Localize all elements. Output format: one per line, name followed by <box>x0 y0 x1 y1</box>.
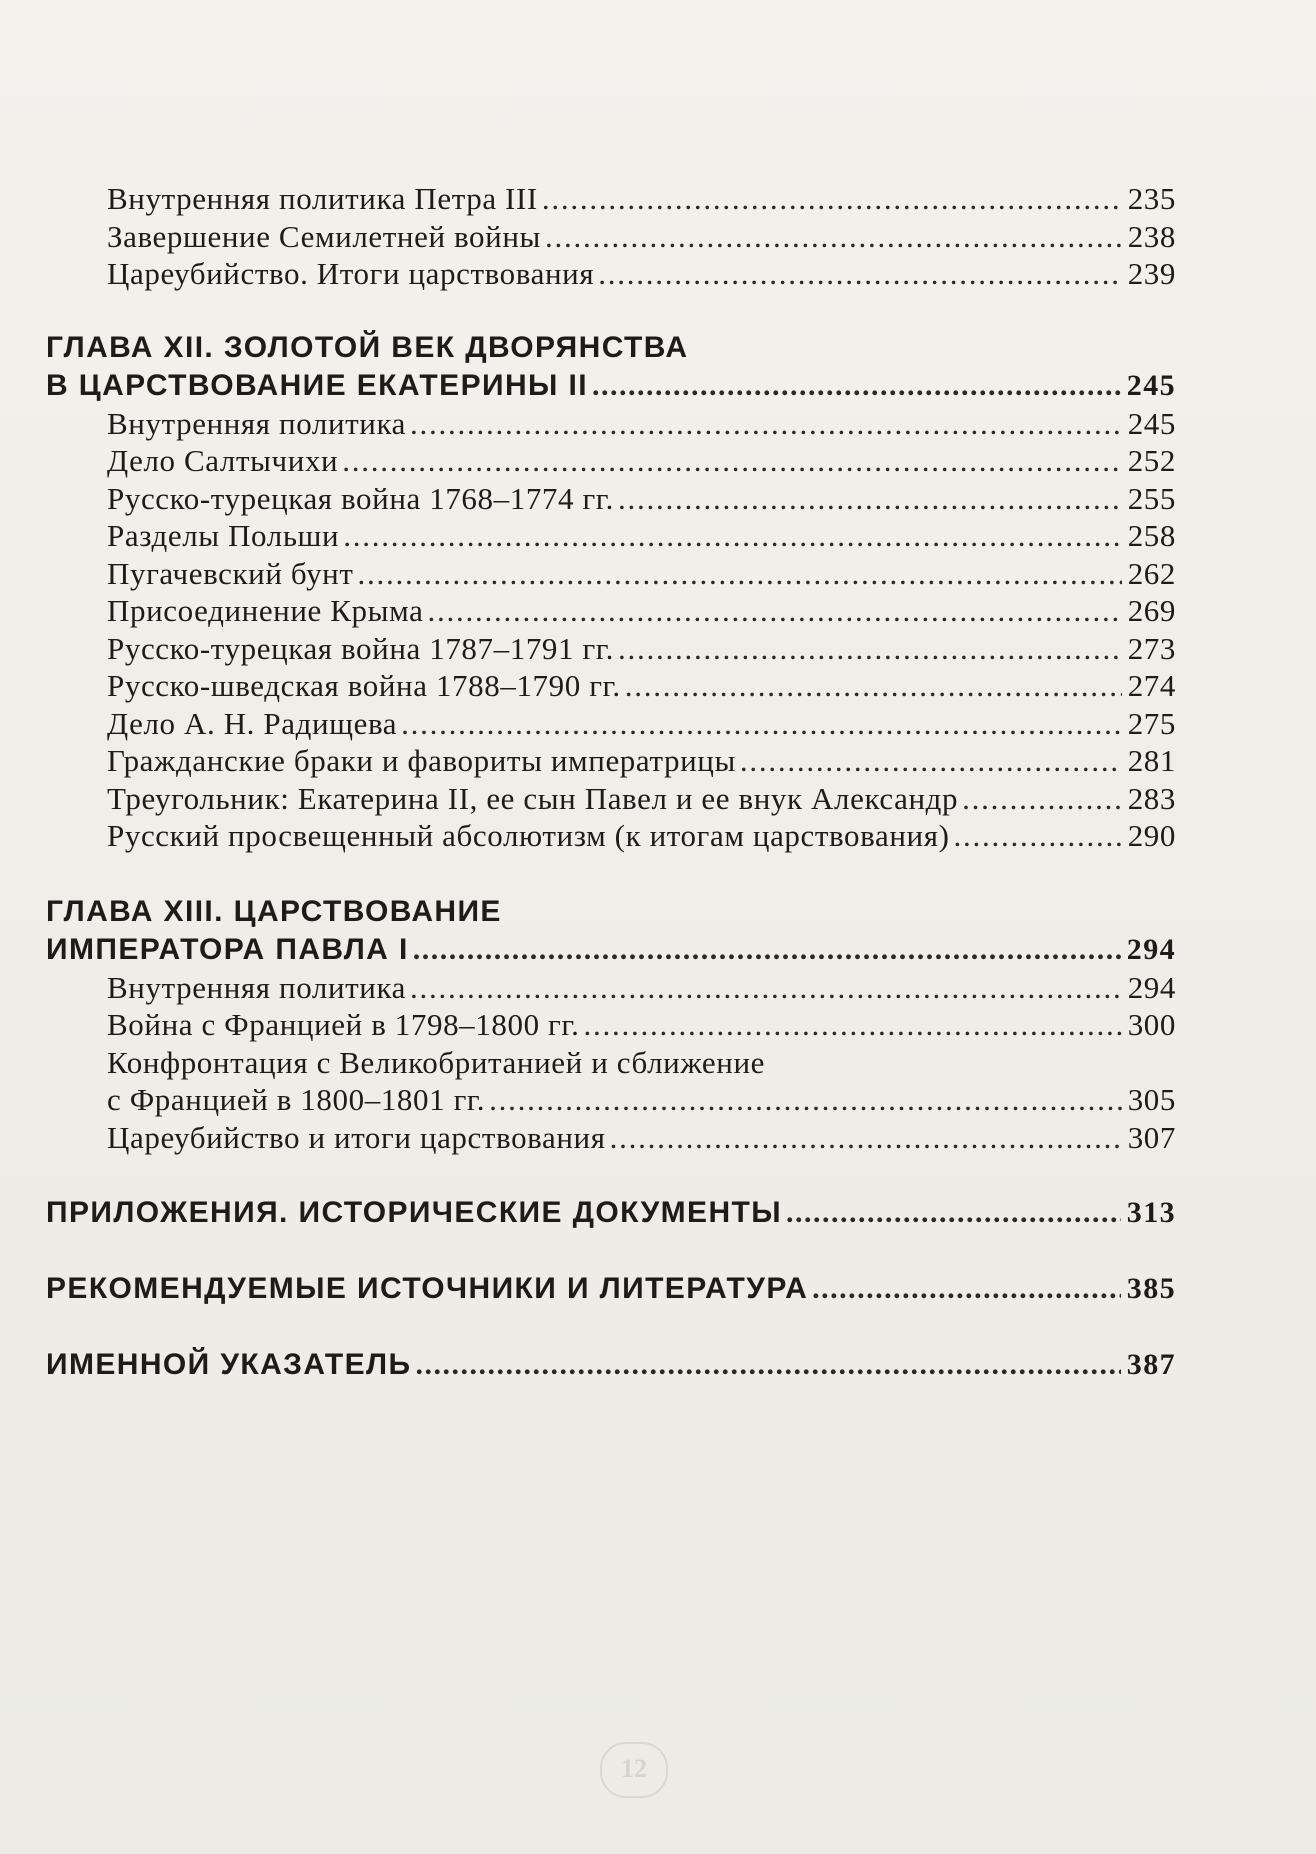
toc-entry[interactable] <box>46 705 1176 743</box>
toc-entry-page: 255 <box>1127 480 1176 516</box>
dot-leader <box>410 405 1122 443</box>
dot-leader <box>812 1270 1121 1308</box>
toc-entry[interactable] <box>46 780 1176 818</box>
toc-entry[interactable] <box>46 667 1176 705</box>
toc-entry[interactable] <box>46 405 1176 443</box>
dot-leader <box>401 705 1122 743</box>
chapter-13-title-line-2: ИМПЕРАТОРА ПАВЛА I <box>46 932 409 966</box>
dot-leader <box>618 480 1122 518</box>
toc-entry-label: Завершение Семилетней войны <box>107 218 541 254</box>
toc-entry-label: Треугольник: Екатерина II, ее сын Павел и ее внук Александр <box>107 780 959 816</box>
toc-entry-page: 262 <box>1127 555 1176 591</box>
sources-heading[interactable] <box>46 1270 1176 1308</box>
toc-entry-label: Русско-турецкая война 1787–1791 гг. <box>107 630 614 666</box>
dot-leader <box>740 742 1122 780</box>
appendix-label: ПРИЛОЖЕНИЯ. ИСТОРИЧЕСКИЕ ДОКУМЕНТЫ <box>46 1196 783 1229</box>
dot-leader <box>358 555 1122 593</box>
dot-leader <box>545 218 1122 256</box>
toc-entry-label: Гражданские браки и фавориты императрицы <box>107 743 736 778</box>
toc-entry[interactable] <box>46 1081 1176 1119</box>
sources-page: 385 <box>1126 1272 1176 1305</box>
toc-entry[interactable] <box>46 817 1176 855</box>
chapter-12-heading[interactable] <box>46 367 1176 405</box>
dot-leader <box>625 667 1122 705</box>
dot-leader <box>592 367 1121 405</box>
dot-leader <box>962 780 1122 818</box>
toc-entry-wrapped-line-1: Конфронтация с Великобританией и сближение <box>107 1044 766 1080</box>
toc-entry-label: Пугачевский бунт <box>107 555 354 591</box>
toc-entry-page: 294 <box>1127 969 1176 1005</box>
toc-entry-page: 258 <box>1127 518 1176 553</box>
dot-leader <box>343 517 1121 555</box>
toc-entry-label: Присоединение Крыма <box>107 593 424 628</box>
toc-entry-page: 273 <box>1127 630 1176 666</box>
toc-entry-page: 275 <box>1127 705 1176 741</box>
toc-entry[interactable] <box>46 442 1176 480</box>
toc-entry-page: 235 <box>1127 181 1176 216</box>
dot-leader <box>489 1081 1122 1119</box>
dot-leader <box>786 1194 1121 1232</box>
dot-leader <box>584 1006 1122 1044</box>
chapter-12-title-line-1: ГЛАВА XII. ЗОЛОТОЙ ВЕК ДВОРЯНСТВА <box>46 330 689 364</box>
table-of-contents <box>46 180 1176 1384</box>
toc-entry-page: 300 <box>1127 1007 1176 1042</box>
toc-entry[interactable] <box>46 255 1176 293</box>
toc-entry-page: 283 <box>1127 780 1176 816</box>
toc-entry[interactable] <box>46 480 1176 518</box>
toc-entry-page: 245 <box>1127 405 1176 441</box>
toc-entry-label: Цареубийство и итоги царствования <box>107 1119 606 1155</box>
toc-entry-wrapped-line-2: с Францией в 1800–1801 гг. <box>107 1082 486 1117</box>
toc-entry-label: Разделы Польши <box>107 518 340 553</box>
toc-entry-label: Русский просвещенный абсолютизм (к итогам царствования) <box>107 818 950 853</box>
toc-entry-page: 252 <box>1127 443 1176 478</box>
toc-entry[interactable] <box>46 517 1176 555</box>
toc-entry[interactable] <box>46 742 1176 780</box>
toc-entry-page: 239 <box>1127 256 1176 291</box>
index-page: 387 <box>1126 1348 1176 1381</box>
dot-leader <box>342 442 1121 480</box>
dot-leader <box>598 255 1121 293</box>
toc-entry-page: 305 <box>1127 1082 1176 1117</box>
toc-entry-page: 238 <box>1127 218 1176 254</box>
chapter-13-title-line-1: ГЛАВА XIII. ЦАРСТВОВАНИЕ <box>46 894 502 928</box>
dot-leader <box>610 1119 1122 1157</box>
toc-entry[interactable] <box>46 555 1176 593</box>
chapter-12-title-line-2: В ЦАРСТВОВАНИЕ ЕКАТЕРИНЫ II <box>46 368 588 402</box>
toc-entry-page: 290 <box>1127 818 1176 853</box>
appendix-page: 313 <box>1126 1196 1176 1229</box>
chapter-12-page: 245 <box>1126 368 1176 402</box>
toc-entry-page: 274 <box>1127 668 1176 703</box>
chapter-13-heading[interactable] <box>46 931 1176 969</box>
dot-leader <box>413 931 1121 969</box>
toc-entry[interactable] <box>46 218 1176 256</box>
toc-entry[interactable] <box>46 1006 1176 1044</box>
toc-entry-label: Внутренняя политика <box>107 405 407 441</box>
bleed-through-page-number: 12 <box>600 1742 668 1798</box>
dot-leader <box>415 1346 1120 1384</box>
dot-leader <box>618 630 1122 668</box>
toc-entry[interactable] <box>46 1119 1176 1157</box>
dot-leader <box>427 592 1121 630</box>
dot-leader <box>542 180 1122 218</box>
toc-entry-label: Русско-турецкая война 1768–1774 гг. <box>107 480 614 516</box>
toc-entry[interactable] <box>46 630 1176 668</box>
toc-entry-page: 281 <box>1127 743 1176 778</box>
toc-entry-page: 269 <box>1127 593 1176 628</box>
dot-leader <box>954 817 1122 855</box>
index-label: ИМЕННОЙ УКАЗАТЕЛЬ <box>46 1348 412 1381</box>
toc-entry-label: Внутренняя политика Петра III <box>107 181 538 216</box>
sources-label: РЕКОМЕНДУЕМЫЕ ИСТОЧНИКИ И ЛИТЕРАТУРА <box>46 1272 809 1305</box>
chapter-13-page: 294 <box>1126 932 1176 966</box>
appendix-heading[interactable] <box>46 1194 1176 1232</box>
toc-entry-label: Внутренняя политика <box>107 969 407 1005</box>
toc-entry-page: 307 <box>1127 1119 1176 1155</box>
toc-entry-label: Война с Францией в 1798–1800 гг. <box>107 1007 580 1042</box>
toc-entry-label: Русско-шведская война 1788–1790 гг. <box>107 668 621 703</box>
toc-entry[interactable] <box>46 592 1176 630</box>
toc-entry-label: Дело Салтычихи <box>107 443 339 478</box>
index-heading[interactable] <box>46 1346 1176 1384</box>
toc-entry[interactable] <box>46 180 1176 218</box>
dot-leader <box>410 969 1122 1007</box>
toc-entry-label: Цареубийство. Итоги царствования <box>107 256 595 291</box>
toc-entry[interactable] <box>46 969 1176 1007</box>
toc-entry-label: Дело А. Н. Радищева <box>107 705 398 741</box>
